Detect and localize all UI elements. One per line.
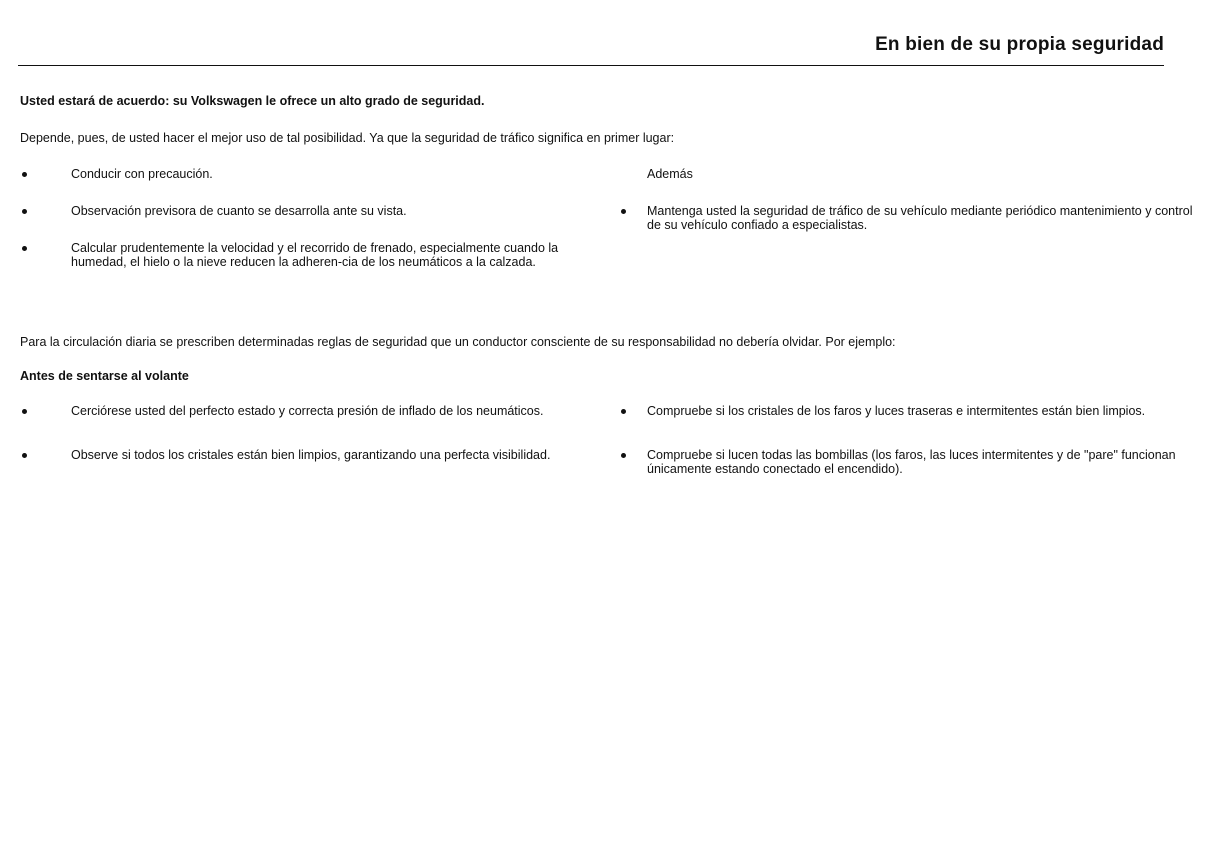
list-item: Observe si todos los cristales están bien limpios, garantizando una perfecta visibilidad.: [71, 448, 551, 462]
list-item: Cerciórese usted del perfecto estado y correcta presión de inflado de los neumáticos.: [71, 404, 544, 418]
bullet-icon: [22, 172, 27, 177]
bullet-icon: [621, 409, 626, 414]
bullet-icon: [22, 246, 27, 251]
bullet-icon: [22, 409, 27, 414]
section-heading: Antes de sentarse al volante: [20, 369, 189, 383]
list-item: Observación previsora de cuanto se desarrolla ante su vista.: [71, 204, 407, 218]
ademas-label: Además: [647, 167, 693, 181]
header-rule: [18, 65, 1164, 66]
list-item: Compruebe si lucen todas las bombillas (los faros, las luces intermitentes y de "pare" funcionan únicamente estando conectado el encendido).: [647, 448, 1176, 476]
list-item: Calcular prudentemente la velocidad y el recorrido de frenado, especialmente cuando la humedad, el hielo o la nieve reducen la adheren-cia de los neumáticos a la calzada.: [71, 241, 559, 269]
bullet-icon: [621, 453, 626, 458]
list-item: Mantenga usted la seguridad de tráfico de su vehículo mediante periódico mantenimiento y control de su vehículo confiado a especialistas.: [647, 204, 1193, 232]
list-item: Compruebe si los cristales de los faros y luces traseras e intermitentes están bien limpios.: [647, 404, 1146, 418]
rules-text: Para la circulación diaria se prescriben determinadas reglas de seguridad que un conductor consciente de su responsabilidad no debería olvidar. Por ejemplo:: [20, 335, 896, 349]
bullet-icon: [22, 209, 27, 214]
page-title: En bien de su propia seguridad: [875, 34, 1164, 55]
intro-text: Depende, pues, de usted hacer el mejor uso de tal posibilidad. Ya que la seguridad de tráfico significa en primer lugar:: [20, 131, 675, 145]
list-item: Conducir con precaución.: [71, 167, 213, 181]
intro-heading: Usted estará de acuerdo: su Volkswagen le ofrece un alto grado de seguridad.: [20, 94, 485, 108]
bullet-icon: [621, 209, 626, 214]
bullet-icon: [22, 453, 27, 458]
